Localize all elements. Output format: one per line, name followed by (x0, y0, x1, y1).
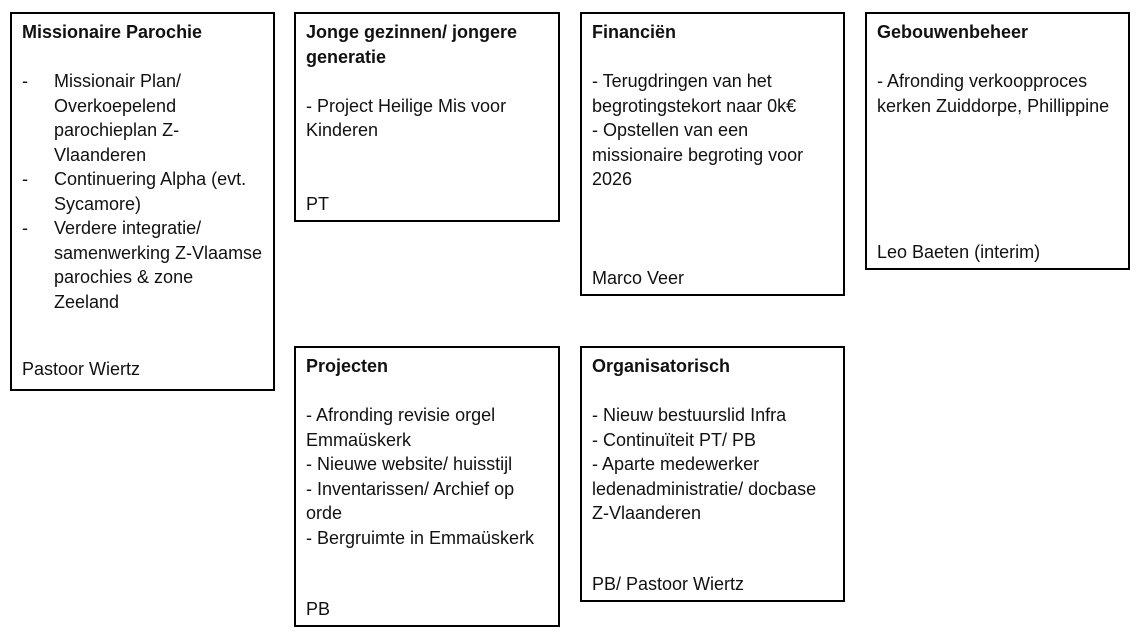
item-list (306, 403, 548, 550)
dash-marker: - (22, 71, 28, 91)
card-title: Missionaire Parochie (22, 22, 203, 42)
card-owner: Leo Baeten (interim) (877, 241, 1041, 262)
list-item: - Project Heilige Mis voor Kinderen (306, 95, 507, 140)
card-financien (580, 12, 845, 296)
dash-marker: - (22, 218, 28, 238)
list-item: - Opstellen van een missionaire begroting voor 2026 (592, 120, 804, 189)
card-organisatorisch (580, 346, 845, 602)
list-item: - Nieuw bestuurslid Infra (592, 405, 787, 425)
list-item: - Inventarissen/ Archief op orde (306, 478, 515, 523)
dash-marker: - (22, 169, 28, 189)
card-title: Organisatorisch (592, 356, 731, 376)
item-list (592, 69, 833, 192)
list-item: - Continuïteit PT/ PB (592, 429, 757, 450)
list-item: - Nieuwe website/ huisstijl (306, 454, 513, 474)
card-owner: PT (306, 193, 330, 214)
item-list (306, 94, 548, 143)
card-owner: PB/ Pastoor Wiertz (592, 573, 745, 594)
list-item (22, 69, 263, 167)
list-item (22, 167, 263, 216)
item-list (592, 403, 833, 526)
list-item (22, 216, 263, 314)
card-jonge-gezinnen (294, 12, 560, 222)
card-owner: PB (306, 598, 331, 619)
item-text: Verdere integratie/ samenwerking Z-Vlaamse parochies & zone Zeeland (54, 218, 263, 312)
card-title: Gebouwenbeheer (877, 22, 1029, 42)
item-text: Continuering Alpha (evt. Sycamore) (54, 169, 247, 214)
card-owner: Marco Veer (592, 267, 685, 288)
card-missionaire-parochie (10, 12, 275, 391)
card-projecten (294, 346, 560, 627)
card-owner: Pastoor Wiertz (22, 358, 141, 379)
card-gebouwenbeheer (865, 12, 1130, 270)
card-title: Projecten (306, 356, 389, 376)
card-title: Financiën (592, 22, 677, 42)
list-item: - Afronding verkoopproces kerken Zuiddorpe, Phillippine (877, 71, 1110, 116)
list-item: - Aparte medewerker ledenadministratie/ docbase Z-Vlaanderen (592, 454, 817, 523)
list-item: - Bergruimte in Emmaüskerk (306, 527, 535, 548)
list-item: - Afronding revisie orgel Emmaüskerk (306, 405, 496, 450)
card-title: Jonge gezinnen/ jongere generatie (306, 22, 518, 67)
item-list (22, 69, 263, 314)
list-item: - Terugdringen van het begrotingstekort naar 0k€ (592, 71, 797, 116)
item-list (877, 69, 1118, 118)
item-text: Missionair Plan/ Overkoepelend parochieplan Z-Vlaanderen (54, 71, 182, 165)
